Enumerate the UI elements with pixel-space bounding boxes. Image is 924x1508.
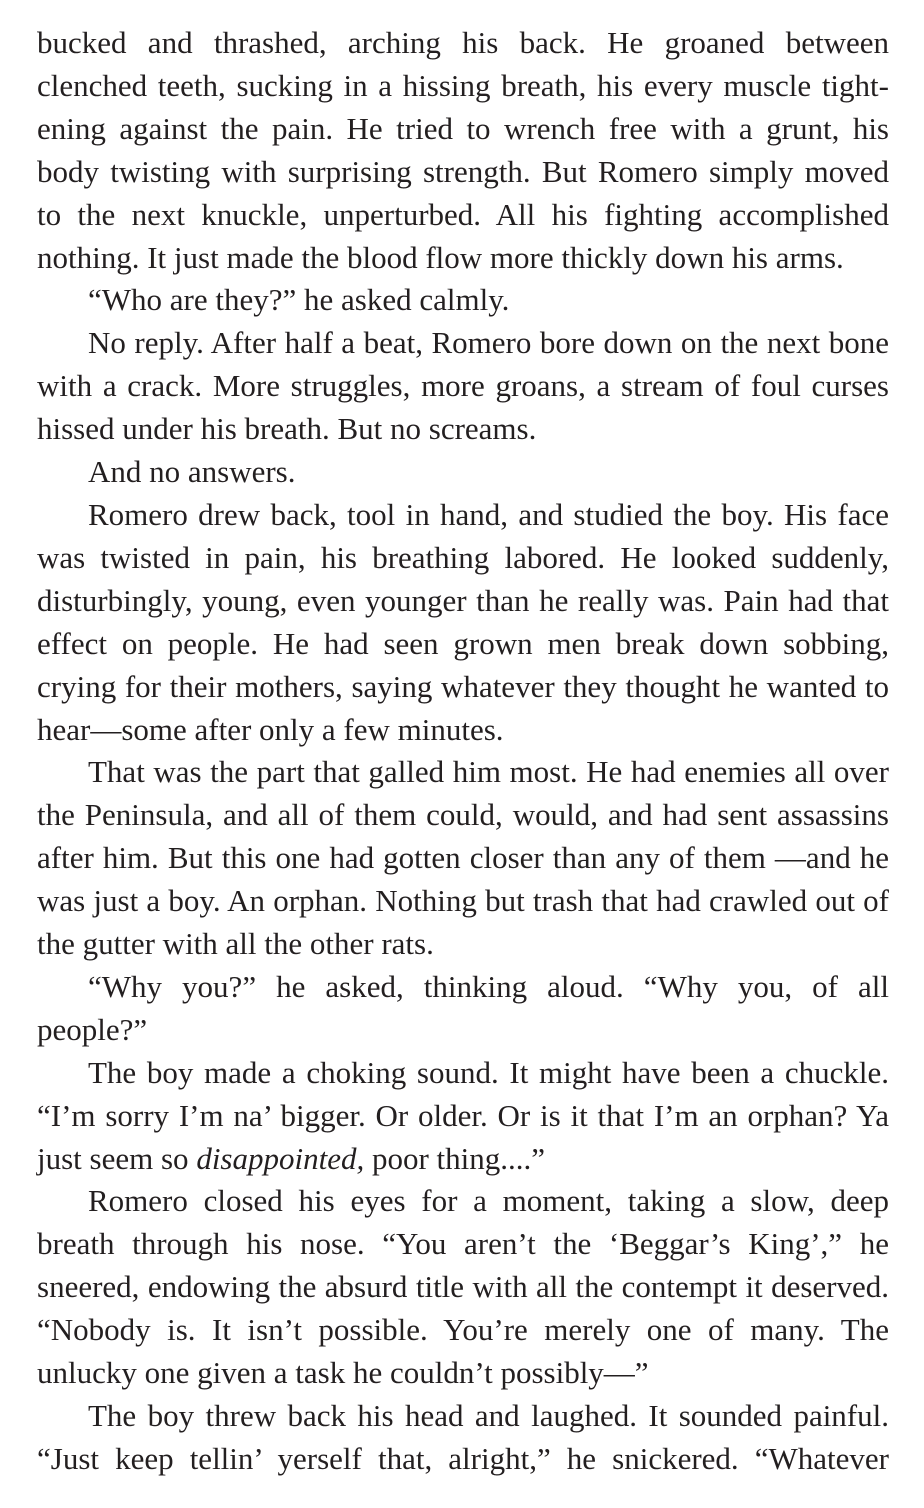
paragraph-text-before: The boy made a choking sound. It might have been a chuckle. “I’m sorry I’m na’ bigger. Or older. Or is it that I’m an orphan? Ya just seem so [37, 1054, 889, 1176]
paragraph-boy-laughed: The boy threw back his head and laughed. It sounded painful. “Just keep tellin’ yerself that, alright,” he snickered. “Whatever [37, 1398, 889, 1476]
paragraph-why-you: “Why you?” he asked, thinking aloud. “Why you, of all people?” [37, 968, 889, 1047]
paragraph-italic-word: disappointed, [196, 1140, 365, 1176]
paragraph-dialogue-who-are-they: “Who are they?” he asked calmly. [88, 282, 510, 318]
paragraph-continued: bucked and thrashed, arching his back. He groaned between clenched teeth, sucking in a hissing breath, his every muscle tightening against the pain. He tried to wrench free with a grunt, his body twisting with surprising strength. But Romero simply moved to the next knuckle, unperturbed. All his fighting accomplished nothing. It just made the blood flow more thickly down his arms. [37, 25, 889, 275]
paragraph-galled-him: That was the part that galled him most. He had enemies all over the Peninsula, and all of them could, would, and had sent assassins after him. But this one had gotten closer than any of them —and he was just a boy. An orphan. Nothing but trash that had crawled out of the gutter with all the other rats. [37, 754, 889, 962]
paragraph-romero-drew-back: Romero drew back, tool in hand, and studied the boy. His face was twisted in pain, his breathing labored. He looked suddenly, disturbingly, young, even younger than he really was. Pain had that effect on people. He had seen grown men break down sobbing, crying for their mothers, saying whatever they thought he wanted to hear—some after only a few minutes. [37, 496, 889, 747]
paragraph-no-reply: No reply. After half a beat, Romero bore down on the next bone with a crack. More struggles, more groans, a stream of foul curses hissed under his breath. But no screams. [37, 325, 889, 447]
paragraph-no-answers: And no answers. [88, 454, 296, 490]
paragraph-text-after: poor thing....” [364, 1140, 546, 1176]
paragraph-beggars-king: Romero closed his eyes for a moment, taking a slow, deep breath through his nose. “You aren’t the ‘Beggar’s King’,” he sneered, endowing the absurd title with all the contempt it deserved. “Nobody is. It isn’t possible. You’re merely one of many. The unlucky one given a task he couldn’t possibly—” [37, 1183, 889, 1391]
book-page [37, 22, 889, 1481]
paragraph-choking-sound [37, 1052, 889, 1181]
